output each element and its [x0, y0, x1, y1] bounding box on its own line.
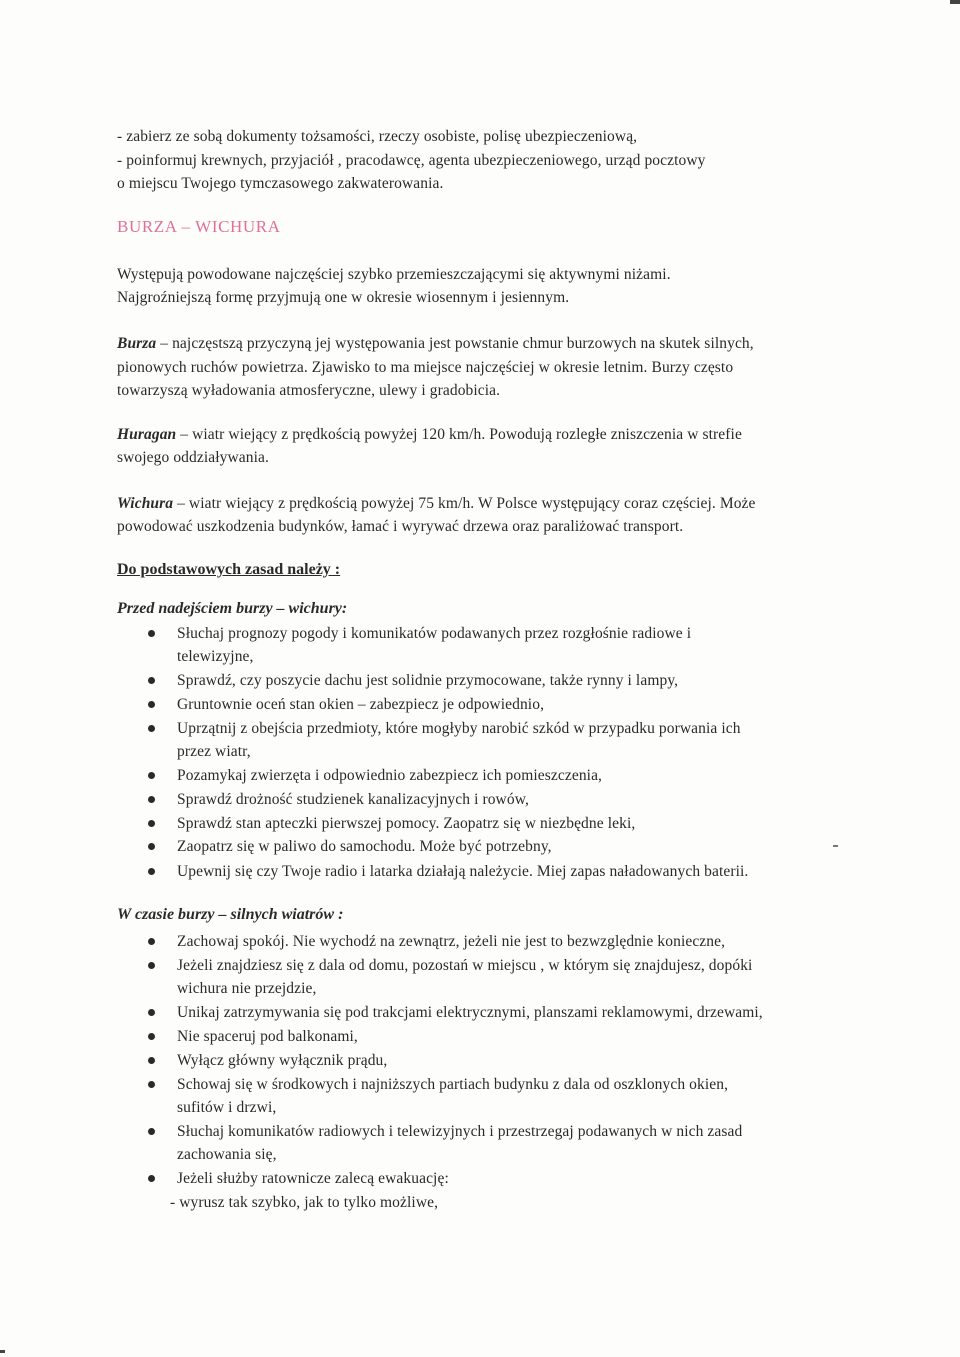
bullet-icon [148, 1081, 155, 1088]
during-heading: W czasie burzy – silnych wiatrów : [117, 906, 344, 923]
list-item: Słuchaj komunikatów radiowych i telewizyjnych i przestrzegaj podawanych w nich zasad [177, 1123, 743, 1140]
bullet-icon [148, 1033, 155, 1040]
bullet-icon [148, 868, 155, 875]
bullet-icon [148, 938, 155, 945]
bullet-icon [148, 772, 155, 779]
list-item: Zaopatrz się w paliwo do samochodu. Może być potrzebny, [177, 838, 552, 855]
list-item-continued: zachowania się, [177, 1146, 277, 1163]
list-item-continued: telewizyjne, [177, 648, 254, 665]
list-item: Uprzątnij z obejścia przedmioty, które mogłyby narobić szkód w przypadku porwania ich [177, 720, 741, 737]
before-heading: Przed nadejściem burzy – wichury: [117, 600, 348, 617]
bullet-icon [148, 725, 155, 732]
list-item-continued: sufitów i drzwi, [177, 1099, 277, 1116]
bullet-icon [148, 820, 155, 827]
general-line: Najgroźniejszą formę przyjmują one w okresie wiosennym i jesiennym. [117, 289, 570, 306]
definition-text: – wiatr wiejący z prędkością powyżej 120 km/h. Powodują rozległe zniszczenia w strefie [176, 426, 742, 443]
scan-mark [0, 1350, 5, 1353]
general-line: Występują powodowane najczęściej szybko przemieszczającymi się aktywnymi niżami. [117, 266, 671, 283]
list-item-continued: przez wiatr, [177, 743, 251, 760]
bullet-icon [148, 1009, 155, 1016]
list-item: Jeżeli znajdziesz się z dala od domu, pozostań w miejscu , w którym się znajdujesz, dopóki [177, 957, 753, 974]
list-item: Wyłącz główny wyłącznik prądu, [177, 1052, 388, 1069]
bullet-icon [148, 962, 155, 969]
definition-text: – najczęstszą przyczyną jej występowania jest powstanie chmur burzowych na skutek silnych, [156, 335, 754, 352]
intro-line: - zabierz ze sobą dokumenty tożsamości, rzeczy osobiste, polisę ubezpieczeniową, [117, 128, 638, 145]
list-item-continued: wichura nie przejdzie, [177, 980, 317, 997]
scan-mark [833, 845, 838, 847]
bullet-icon [148, 677, 155, 684]
definition-term: Huragan [117, 426, 177, 443]
definition-text: – wiatr wiejący z prędkością powyżej 75 km/h. W Polsce występujący coraz częściej. Może [173, 495, 756, 512]
list-item: Słuchaj prognozy pogody i komunikatów podawanych przez rozgłośnie radiowe i [177, 625, 692, 642]
list-item: Gruntownie oceń stan okien – zabezpiecz je odpowiednio, [177, 696, 545, 713]
definition-line: pionowych ruchów powietrza. Zjawisko to ma miejsce najczęściej w okresie letnim. Burzy często [117, 359, 734, 376]
list-item: Sprawdź, czy poszycie dachu jest solidnie przymocowane, także rynny i lampy, [177, 672, 679, 689]
bullet-icon [148, 701, 155, 708]
bullet-icon [148, 630, 155, 637]
definition-term: Burza [117, 335, 157, 352]
rules-heading: Do podstawowych zasad należy : [117, 561, 341, 578]
intro-line: - poinformuj krewnych, przyjaciół , pracodawcę, agenta ubezpieczeniowego, urząd pocztowy [117, 152, 706, 169]
bullet-icon [148, 1057, 155, 1064]
definition-burza [117, 333, 754, 355]
list-item: Unikaj zatrzymywania się pod trakcjami elektrycznymi, planszami reklamowymi, drzewami, [177, 1004, 763, 1021]
list-item: Zachowaj spokój. Nie wychodź na zewnątrz, jeżeli nie jest to bezwzględnie konieczne, [177, 933, 726, 950]
definition-line: powodować uszkodzenia budynków, łamać i wyrywać drzewa oraz paraliżować transport. [117, 518, 684, 535]
list-item: Pozamykaj zwierzęta i odpowiednio zabezpiecz ich pomieszczenia, [177, 767, 603, 784]
bullet-icon [148, 1128, 155, 1135]
list-item: Sprawdź stan apteczki pierwszej pomocy. Zaopatrz się w niezbędne leki, [177, 815, 636, 832]
definition-huragan [117, 424, 742, 446]
list-item: Jeżeli służby ratownicze zalecą ewakuację: [177, 1170, 449, 1187]
intro-line: o miejscu Twojego tymczasowego zakwaterowania. [117, 175, 444, 192]
list-item: Nie spaceruj pod balkonami, [177, 1028, 358, 1045]
bullet-icon [148, 796, 155, 803]
bullet-icon [148, 843, 155, 850]
list-item: Upewnij się czy Twoje radio i latarka działają należycie. Miej zapas naładowanych baterii. [177, 863, 749, 880]
section-title: BURZA – WICHURA [117, 217, 281, 236]
definition-line: towarzyszą wyładowania atmosferyczne, ulewy i gradobicia. [117, 382, 501, 399]
sub-list-item: - wyrusz tak szybko, jak to tylko możliwe, [170, 1194, 439, 1211]
list-item: Schowaj się w środkowych i najniższych partiach budynku z dala od oszklonych okien, [177, 1076, 729, 1093]
bullet-icon [148, 1175, 155, 1182]
scan-mark [950, 0, 960, 4]
definition-line: swojego oddziaływania. [117, 449, 269, 466]
list-item: Sprawdź drożność studzienek kanalizacyjnych i rowów, [177, 791, 529, 808]
definition-wichura [117, 493, 756, 515]
definition-term: Wichura [117, 495, 174, 512]
